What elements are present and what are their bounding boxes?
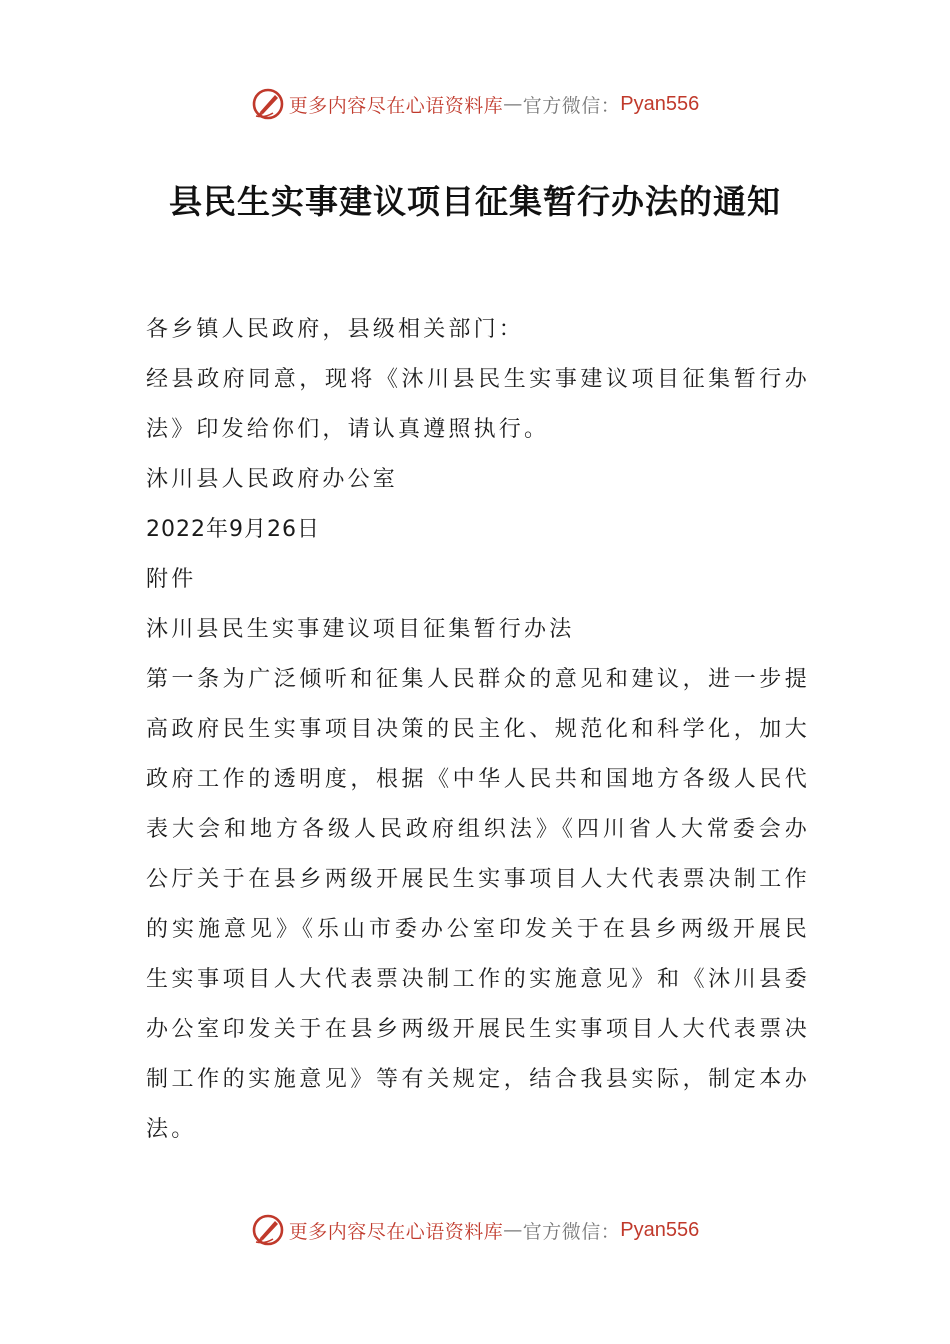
pen-logo-icon: [251, 1213, 285, 1247]
notice-paragraph: 经县政府同意，现将《沐川县民生实事建议项目征集暂行办法》印发给你们，请认真遵照执行。: [146, 367, 810, 442]
attachment-title: 沐川县民生实事建议项目征集暂行办法: [146, 617, 575, 642]
footer-watermark-banner: [0, 1210, 950, 1250]
header-watermark-banner: [0, 84, 950, 124]
salutation: 各乡镇人民政府，县级相关部门：: [146, 317, 525, 342]
banner-official-label: 官方微信：: [522, 94, 621, 117]
pen-logo-icon: [251, 87, 285, 121]
banner-main-text: 更多内容尽在心语资料库: [288, 1220, 504, 1243]
banner-dash: —: [503, 1219, 523, 1241]
document-title: 县民生实事建议项目征集暂行办法的通知: [169, 182, 781, 221]
issuing-office: 沐川县人民政府办公室: [146, 467, 399, 492]
issue-date: 2022年9月26日: [146, 517, 320, 542]
banner-dash: —: [503, 93, 523, 115]
banner-official-label: 官方微信：: [522, 1220, 621, 1243]
banner-wechat-id: Pyan556: [620, 1218, 700, 1241]
banner-wechat-id: Pyan556: [620, 92, 700, 115]
article-one-paragraph: 第一条为广泛倾听和征集人民群众的意见和建议，进一步提高政府民生实事项目决策的民主化、规范化和科学化，加大政府工作的透明度，根据《中华人民共和国地方各级人民代表大会和地方各级人民政府组织法》《四川省人大常委会办公厅关于在县乡两级开展民生实事项目人大代表票决制工作的实施意见》《乐山市委办公室印发关于在县乡两级开展民生实事项目人大代表票决制工作的实施意见》和《沐川县委办公室印发关于在县乡两级开展民生实事项目人大代表票决制工作的实施意见》等有关规定，结合我县实际，制定本办法。: [146, 667, 810, 1142]
attachment-label: 附件: [146, 567, 197, 592]
document-body: [146, 305, 810, 1155]
banner-main-text: 更多内容尽在心语资料库: [288, 94, 504, 117]
